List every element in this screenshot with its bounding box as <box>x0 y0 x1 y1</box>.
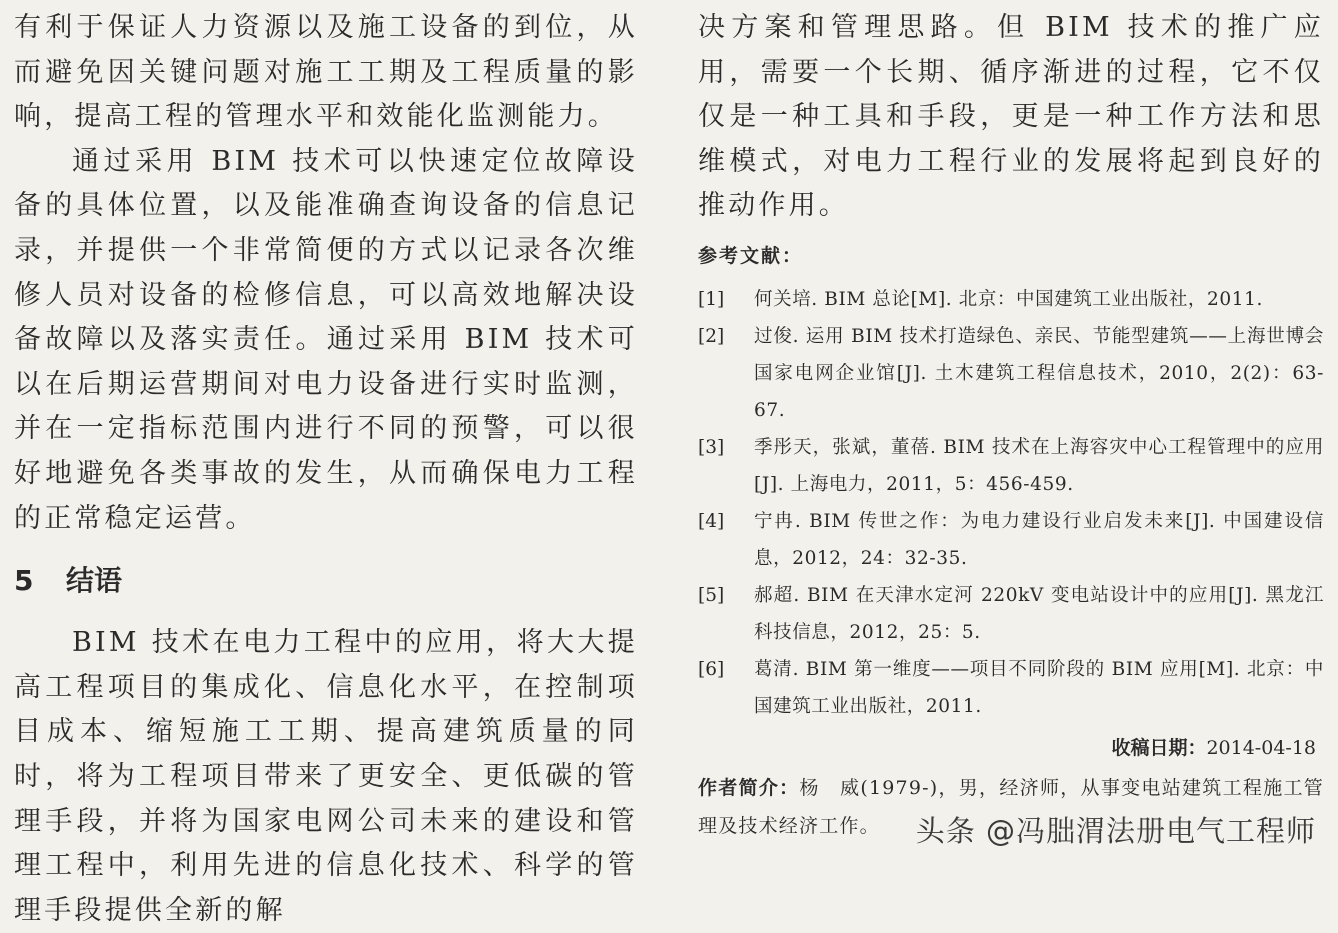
reference-list <box>698 281 1324 725</box>
reference-item <box>698 429 1324 503</box>
section-title: 结语 <box>66 564 123 598</box>
reference-item <box>698 577 1324 651</box>
received-label: 收稿日期： <box>1111 736 1207 759</box>
section-heading <box>14 559 638 603</box>
paragraph-conclusion: BIM 技术在电力工程中的应用，将大大提高工程项目的集成化、信息化水平，在控制项目成本、缩短施工工期、提高建筑质量的同时，将为工程项目带来了更安全、更低碳的管理手段，并将为国家电网公司未来的建设和管理工程中，利用先进的信息化技术、科学的管理手段提供全新的解 <box>14 627 638 926</box>
section-number: 5 <box>14 564 34 598</box>
author-label: 作者简介： <box>698 776 800 799</box>
reference-index: [2] <box>698 325 725 347</box>
reference-text: 过俊. 运用 BIM 技术打造绿色、亲民、节能型建筑——上海世博会国家电网企业馆[J]. 土木建筑工程信息技术，2010，2(2)：63-67. <box>754 325 1324 421</box>
reference-index: [3] <box>698 436 725 458</box>
reference-index: [1] <box>698 288 725 310</box>
paragraph-continuation: 有利于保证人力资源以及施工设备的到位，从而避免因关键问题对施工工期及工程质量的影响，提高工程的管理水平和效能化监测能力。 <box>14 12 638 133</box>
right-column <box>698 6 1324 845</box>
reference-text: 季彤天，张斌，董蓓. BIM 技术在上海容灾中心工程管理中的应用[J]. 上海电力，2011，5：456-459. <box>754 436 1324 495</box>
reference-text: 宁冉. BIM 传世之作：为电力建设行业启发未来[J]. 中国建设信息，2012，24：32-35. <box>754 510 1324 569</box>
paragraph-conclusion-continued: 决方案和管理思路。但 BIM 技术的推广应用，需要一个长期、循序渐进的过程，它不仅仅是一种工具和手段，更是一种工作方法和思维模式，对电力工程行业的发展将起到良好的推动作用。 <box>698 12 1324 222</box>
reference-item <box>698 651 1324 725</box>
paragraph-bim-fault-location: 通过采用 BIM 技术可以快速定位故障设备的具体位置，以及能准确查询设备的信息记录，并提供一个非常简便的方式以记录各次维修人员对设备的检修信息，可以高效地解决设备故障以及落实责任。通过采用 BIM 技术可以在后期运营期间对电力设备进行实时监测，并在一定指标范围内进行不同的预警，可以很好地避免各类事故的发生，从而确保电力工程的正常稳定运营。 <box>14 145 638 534</box>
reference-index: [5] <box>698 584 725 606</box>
left-column <box>14 6 638 933</box>
reference-text: 葛清. BIM 第一维度——项目不同阶段的 BIM 应用[M]. 北京：中国建筑工业出版社，2011. <box>754 658 1324 717</box>
author-text: 杨 威(1979-)，男，经济师，从事变电站建筑工程施工管理及技术经济工作。 <box>698 776 1324 837</box>
reference-index: [6] <box>698 658 725 680</box>
reference-text: 郝超. BIM 在天津水定河 220kV 变电站设计中的应用[J]. 黑龙江科技信息，2012，25：5. <box>754 584 1324 643</box>
reference-item <box>698 503 1324 577</box>
reference-index: [4] <box>698 510 725 532</box>
reference-item <box>698 281 1324 318</box>
reference-text: 何关培. BIM 总论[M]. 北京：中国建筑工业出版社，2011. <box>754 288 1263 310</box>
watermark: 头条 @冯朏渭法册电气工程师 <box>915 814 1316 848</box>
received-date: 2014-04-18 <box>1206 736 1316 759</box>
received-date-line <box>698 729 1324 767</box>
reference-item <box>698 318 1324 429</box>
references-heading: 参考文献： <box>698 244 804 267</box>
